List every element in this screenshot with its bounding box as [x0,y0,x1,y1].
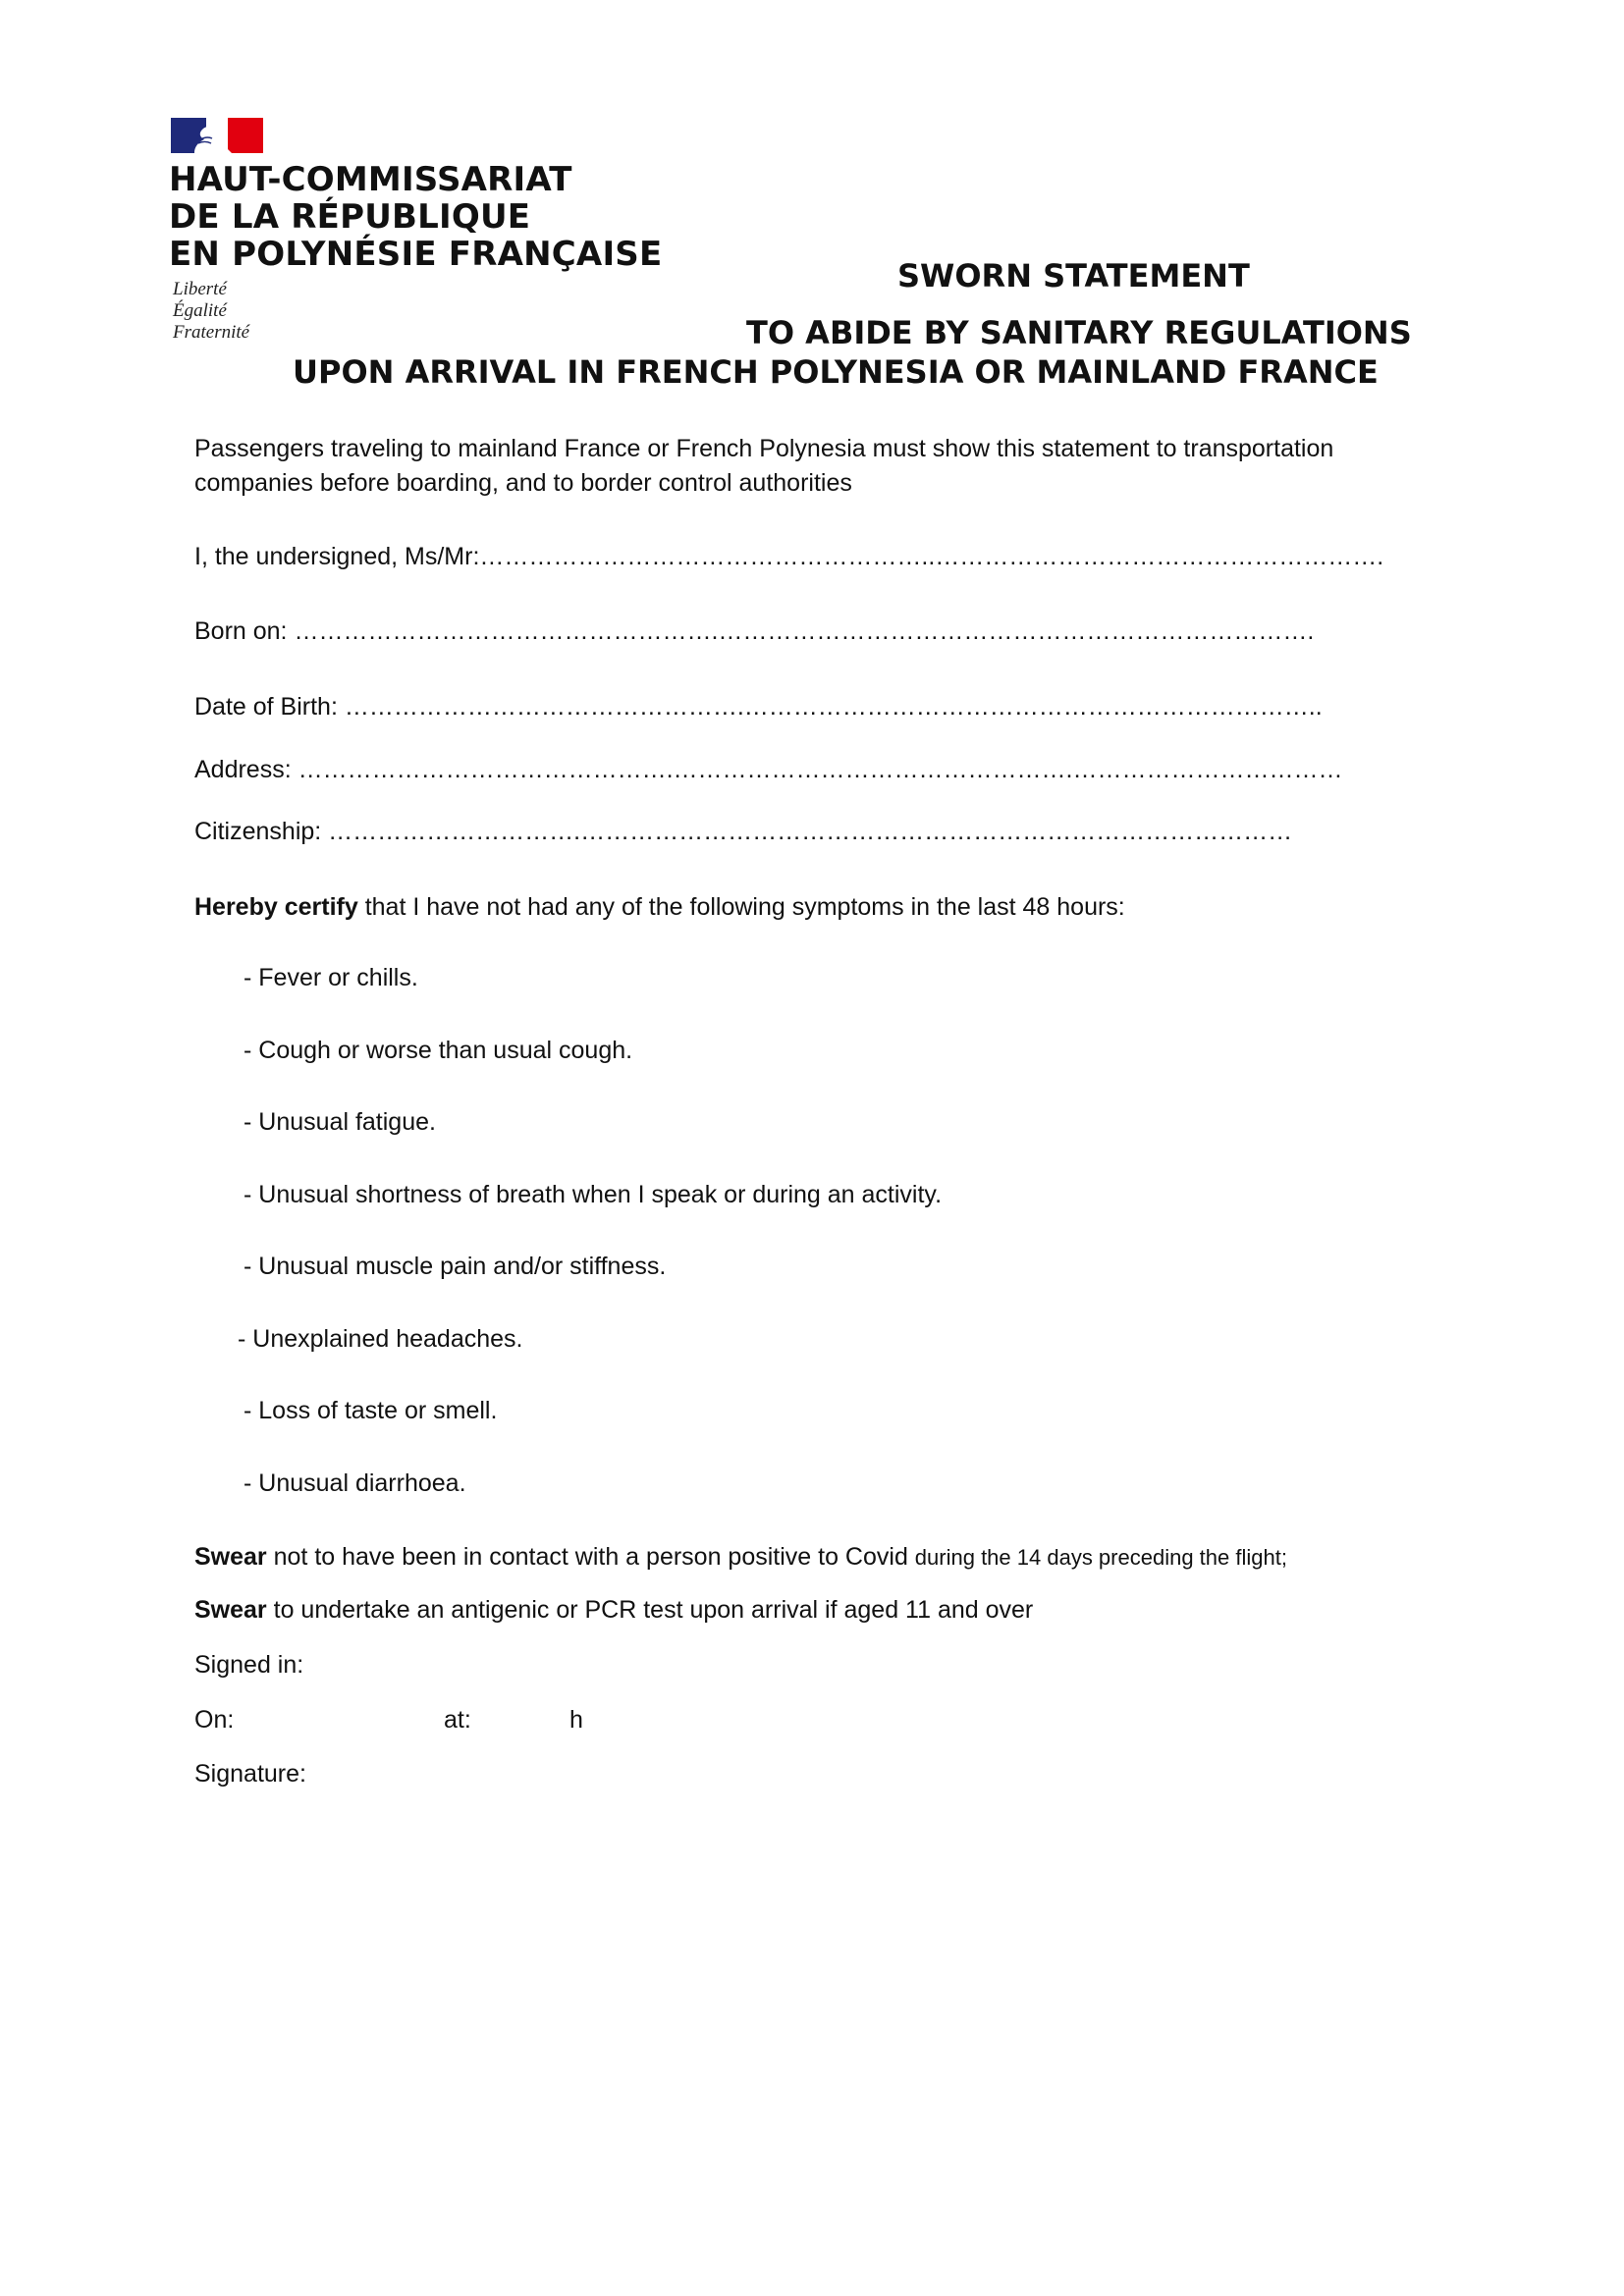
document-subtitle-line-2: UPON ARRIVAL IN FRENCH POLYNESIA OR MAINLAND FRANCE [293,353,1379,391]
swear-bold: Swear [194,1596,267,1624]
intro-paragraph: Passengers traveling to mainland France or French Polynesia must show this statement to transportation companies before boarding, and to border control authorities [194,435,1334,497]
on-date-field[interactable]: On: [194,1706,235,1734]
symptom-item: - Cough or worse than usual cough. [244,1036,633,1064]
field-label: I, the undersigned, Ms/Mr: [194,543,480,570]
certify-text: that I have not had any of the following symptoms in the last 48 hours: [357,893,1125,921]
republique-flag-logo [171,118,263,153]
signed-in-field[interactable]: Signed in: [194,1651,304,1679]
certify-statement [194,893,1125,922]
motto-line: Liberté [173,279,227,299]
organization-name [169,161,662,273]
swear-test-statement [194,1596,1033,1625]
field-dotted-line: …………………………………………….………………………………………………………………. [294,617,1315,645]
republic-motto [173,279,249,344]
certify-bold: Hereby certify [194,893,358,921]
swear-text-small: during the 14 days preceding the flight; [914,1545,1287,1570]
document-title: SWORN STATEMENT [897,257,1250,294]
symptom-item: - Unusual shortness of breath when I speak or during an activity. [244,1180,943,1208]
flag-red-band [228,118,263,153]
organization-line: EN POLYNÉSIE FRANÇAISE [169,235,663,274]
field-date-of-birth[interactable] [194,693,1323,721]
document-subtitle-line-1: TO ABIDE BY SANITARY REGULATIONS [746,314,1412,351]
symptom-item: - Unusual muscle pain and/or stiffness. [244,1253,667,1280]
swear-text: to undertake an antigenic or PCR test upon arrival if aged 11 and over [266,1596,1034,1624]
signature-field[interactable]: Signature: [194,1760,306,1788]
symptom-item: - Unusual fatigue. [244,1108,436,1136]
symptom-item: - Fever or chills. [244,964,418,991]
at-time-field[interactable]: at: [444,1706,471,1734]
field-name[interactable] [194,543,1383,571]
field-dotted-line: ………………………….…………………………………………………………………………… [328,818,1293,845]
symptom-item: - Unusual diarrhoea. [244,1468,466,1497]
field-born-on[interactable] [194,617,1314,646]
field-label: Date of Birth: [194,693,345,721]
symptom-item: - Unexplained headaches. [238,1324,523,1353]
motto-line: Égalité [173,300,227,321]
field-label: Address: [194,756,298,783]
symptom-list [238,964,943,1541]
field-dotted-line: ……………………………………….………………………………………….…………………………… [298,756,1343,783]
motto-line: Fraternité [173,322,250,343]
field-label: Citizenship: [194,818,329,845]
organization-line: HAUT-COMMISSARIAT [169,160,572,199]
swear-bold: Swear [194,1543,267,1571]
field-label: Born on: [194,617,295,645]
field-dotted-line: ………………………………………………..………………………………………………. [479,543,1384,570]
swear-text: not to have been in contact with a person positive to Covid [266,1543,915,1571]
field-address[interactable] [194,756,1343,784]
field-dotted-line: ………………………………………….…………………………………………………………….. [344,693,1323,721]
hour-label: h [569,1706,583,1734]
symptom-item: - Loss of taste or smell. [244,1397,498,1424]
organization-line: DE LA RÉPUBLIQUE [169,197,531,237]
swear-contact-statement [194,1543,1287,1572]
field-citizenship[interactable] [194,818,1292,846]
